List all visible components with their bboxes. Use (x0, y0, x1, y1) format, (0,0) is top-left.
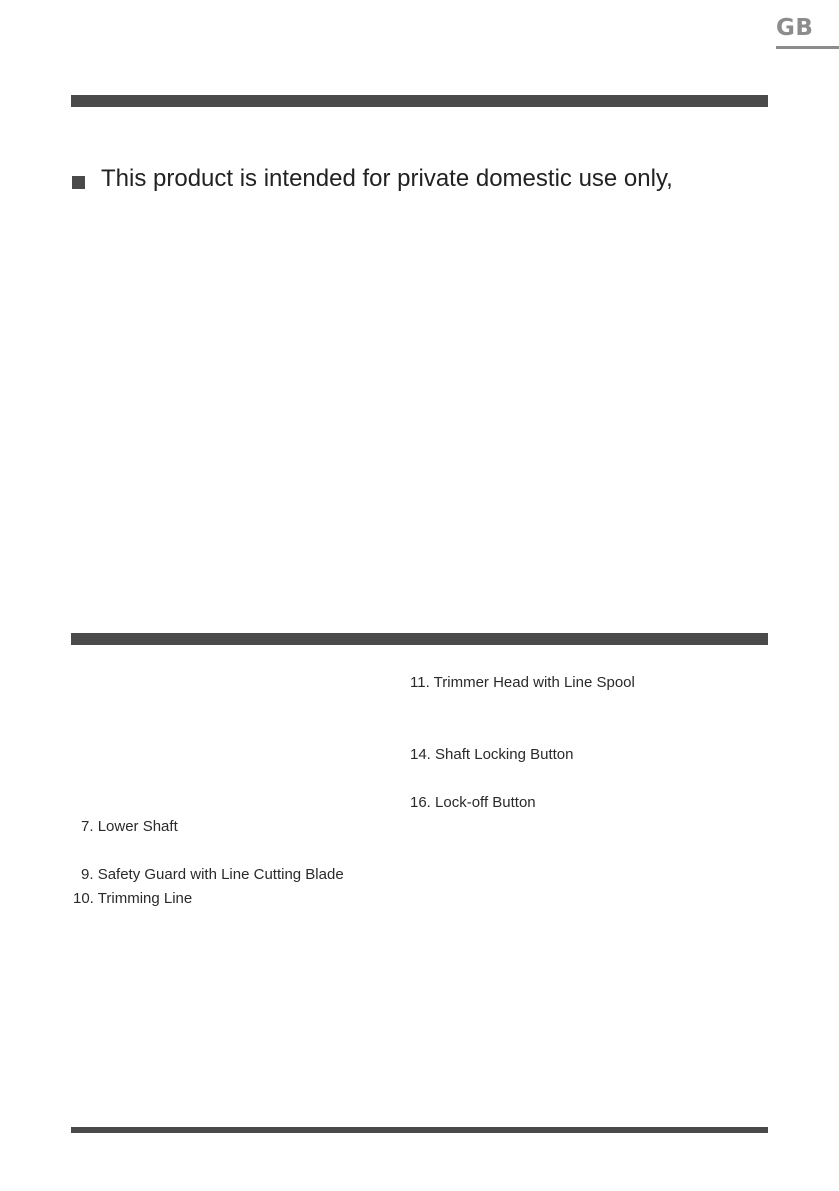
part-label: Trimming Line (97, 890, 193, 907)
intended-use-statement: This product is intended for private domestic use only, (101, 165, 673, 192)
bullet-square-icon (72, 176, 85, 189)
language-badge-underline (776, 46, 839, 49)
part-label: Lower Shaft (97, 818, 178, 835)
part-item-9 (81, 866, 344, 883)
part-number: 9. (81, 866, 94, 883)
part-number: 7. (81, 818, 94, 835)
section-divider-middle (71, 633, 768, 645)
section-divider-top (71, 95, 768, 107)
part-number: 16. (410, 794, 431, 811)
part-item-14 (410, 746, 573, 763)
part-label: Trimmer Head with Line Spool (433, 674, 635, 691)
part-label: Lock-off Button (435, 794, 536, 811)
part-number: 11. (410, 674, 430, 691)
part-label: Shaft Locking Button (435, 746, 574, 763)
section-divider-bottom (71, 1127, 768, 1133)
part-item-7 (81, 818, 178, 835)
language-badge: GB (776, 15, 814, 41)
part-item-11 (410, 674, 635, 691)
part-item-10 (73, 890, 192, 907)
part-item-16 (410, 794, 536, 811)
part-number: 10. (73, 890, 94, 907)
part-label: Safety Guard with Line Cutting Blade (97, 866, 344, 883)
part-number: 14. (410, 746, 431, 763)
